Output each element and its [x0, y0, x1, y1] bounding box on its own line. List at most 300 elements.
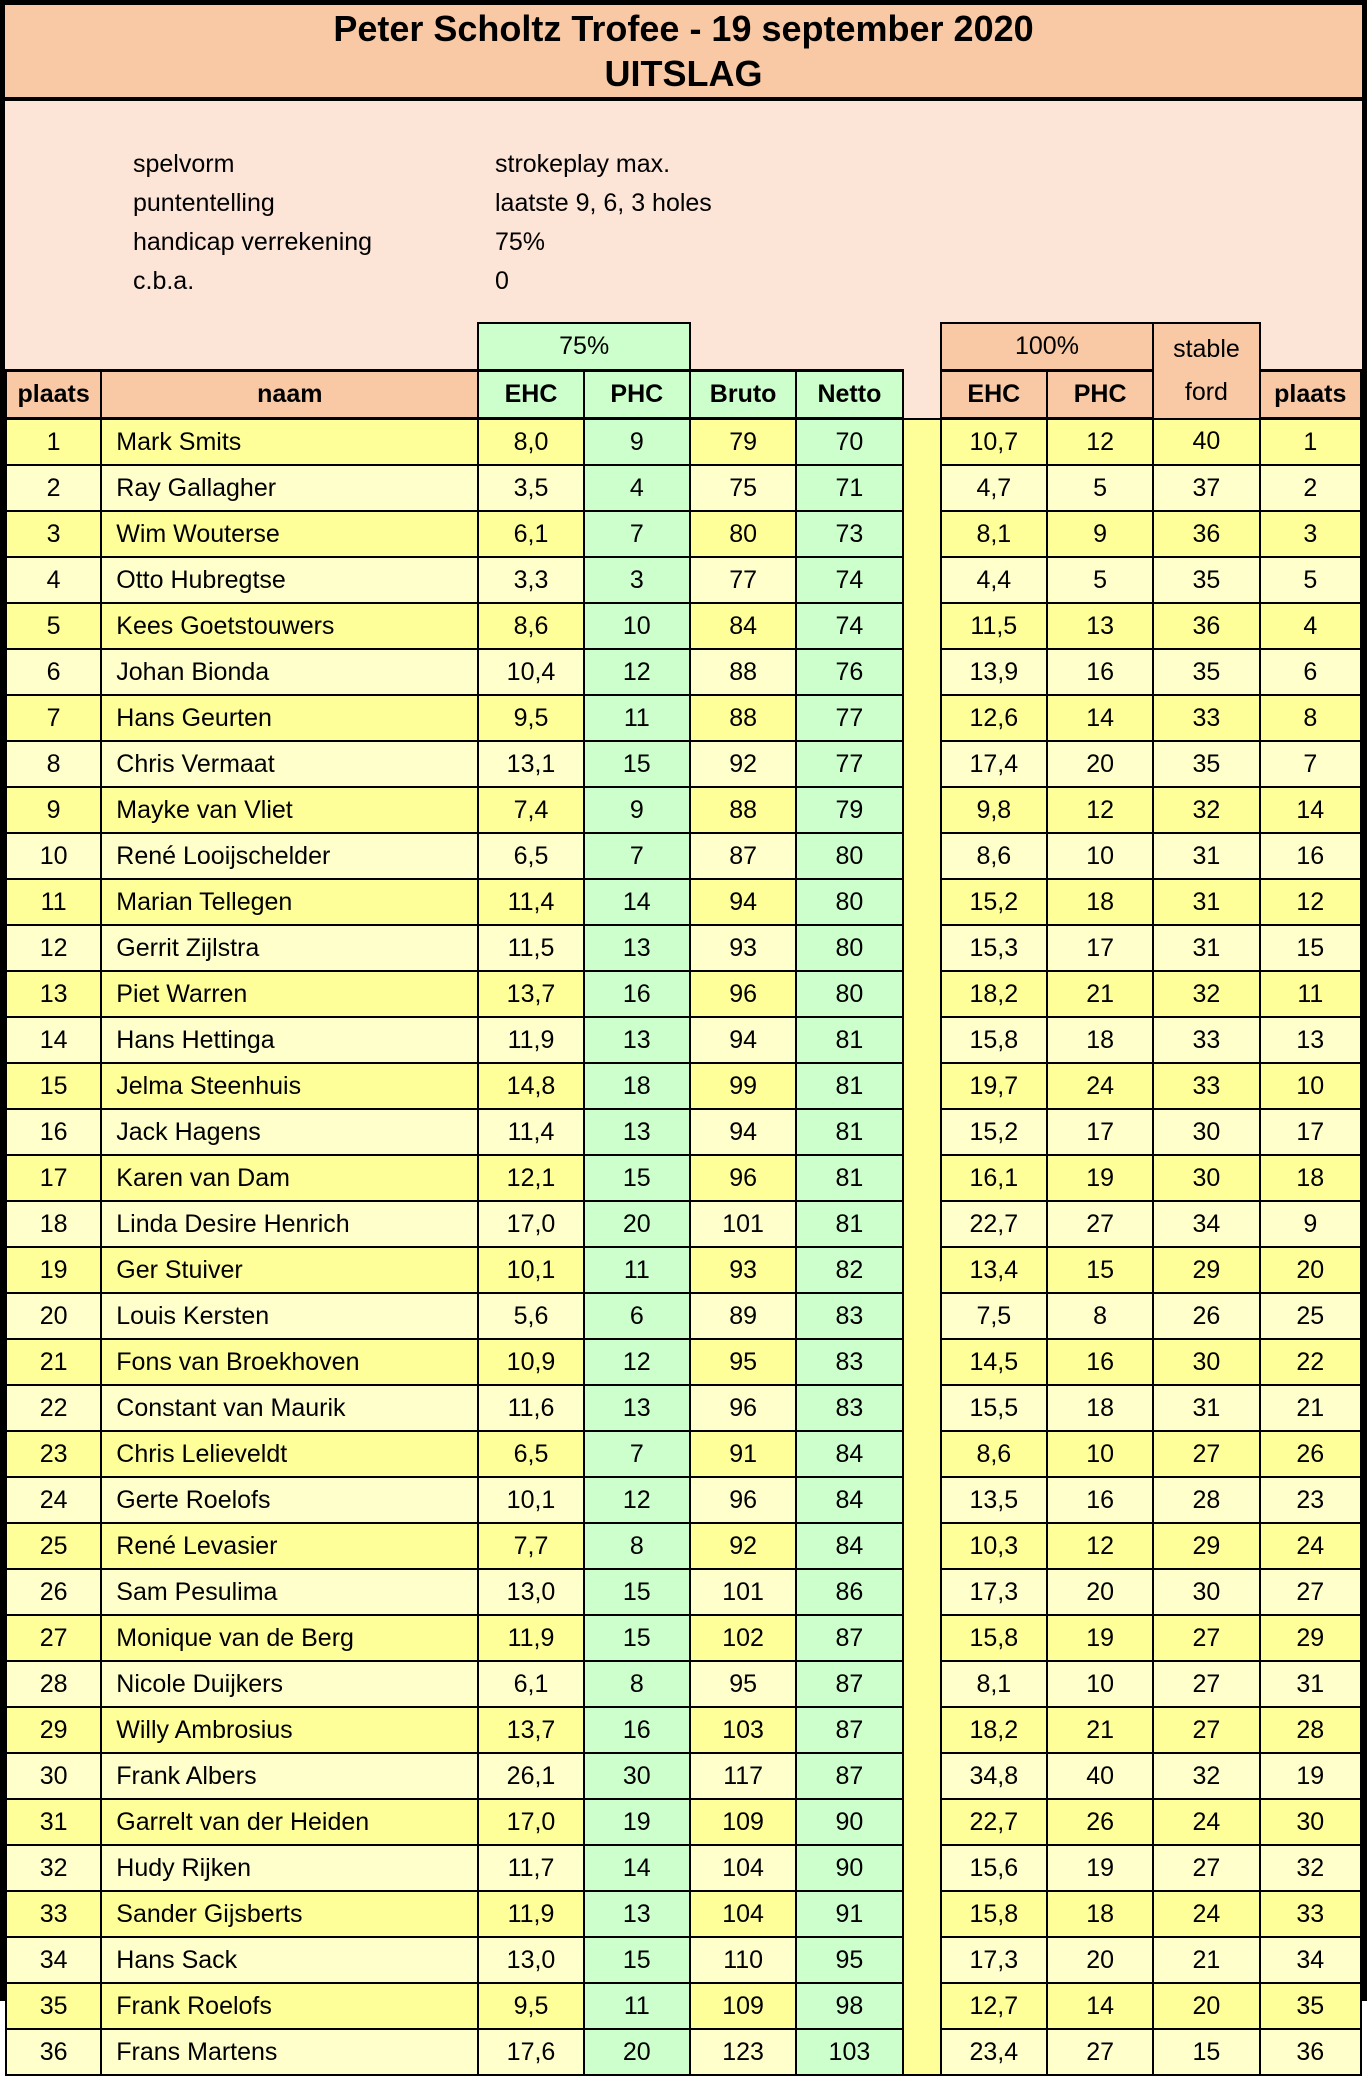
cell-bruto: 96 [690, 1385, 796, 1431]
cell-ehc-75: 9,5 [478, 1983, 583, 2029]
cell-stableford: 36 [1153, 511, 1259, 557]
cell-naam: Sander Gijsberts [101, 1891, 478, 1937]
cell-plaats-left: 23 [6, 1431, 101, 1477]
cell-plaats-left: 7 [6, 695, 101, 741]
cell-phc-100: 9 [1047, 511, 1153, 557]
cell-stableford: 35 [1153, 557, 1259, 603]
cell-plaats-right: 11 [1260, 971, 1361, 1017]
cell-phc-100: 14 [1047, 695, 1153, 741]
cell-ehc-100: 15,2 [941, 879, 1047, 925]
cell-netto: 84 [796, 1523, 902, 1569]
table-row [6, 971, 1361, 1017]
cell-ehc-75: 13,1 [478, 741, 583, 787]
cell-bruto: 101 [690, 1569, 796, 1615]
cell-phc-75: 13 [584, 1385, 690, 1431]
cell-naam: Constant van Maurik [101, 1385, 478, 1431]
cell-ehc-75: 3,5 [478, 465, 583, 511]
cell-netto: 95 [796, 1937, 902, 1983]
cell-stableford: 33 [1153, 1017, 1259, 1063]
cell-ehc-75: 5,6 [478, 1293, 583, 1339]
cell-stableford: 27 [1153, 1615, 1259, 1661]
table-row [6, 1385, 1361, 1431]
cell-plaats-right: 13 [1260, 1017, 1361, 1063]
cell-netto: 77 [796, 695, 902, 741]
cell-ehc-100: 8,1 [941, 511, 1047, 557]
table-row [6, 787, 1361, 833]
cell-naam: Frank Roelofs [101, 1983, 478, 2029]
table-row [6, 1753, 1361, 1799]
cell-plaats-left: 27 [6, 1615, 101, 1661]
cell-phc-100: 17 [1047, 925, 1153, 971]
cell-netto: 73 [796, 511, 902, 557]
table-row [6, 603, 1361, 649]
cell-naam: Frans Martens [101, 2029, 478, 2075]
cell-plaats-left: 6 [6, 649, 101, 695]
cell-naam: Otto Hubregtse [101, 557, 478, 603]
cell-netto: 81 [796, 1109, 902, 1155]
spacer-column [903, 419, 941, 2076]
cell-bruto: 75 [690, 465, 796, 511]
cell-phc-100: 20 [1047, 741, 1153, 787]
cell-bruto: 102 [690, 1615, 796, 1661]
cell-naam: Hans Hettinga [101, 1017, 478, 1063]
cell-netto: 71 [796, 465, 902, 511]
cell-phc-75: 13 [584, 1017, 690, 1063]
cell-ehc-75: 11,5 [478, 925, 583, 971]
cell-plaats-left: 24 [6, 1477, 101, 1523]
cell-ehc-100: 8,6 [941, 1431, 1047, 1477]
cell-ehc-75: 12,1 [478, 1155, 583, 1201]
cell-phc-75: 20 [584, 1201, 690, 1247]
info-row-puntentelling [133, 184, 1362, 223]
cell-plaats-right: 20 [1260, 1247, 1361, 1293]
cell-phc-75: 16 [584, 1707, 690, 1753]
cell-stableford: 33 [1153, 695, 1259, 741]
cell-stableford: 24 [1153, 1799, 1259, 1845]
cell-phc-75: 15 [584, 1937, 690, 1983]
cell-phc-75: 10 [584, 603, 690, 649]
cell-naam: René Levasier [101, 1523, 478, 1569]
cell-netto: 87 [796, 1707, 902, 1753]
cell-ehc-100: 15,3 [941, 925, 1047, 971]
cell-plaats-right: 25 [1260, 1293, 1361, 1339]
info-label: puntentelling [133, 189, 275, 217]
cell-plaats-left: 17 [6, 1155, 101, 1201]
info-value: strokeplay max. [495, 150, 671, 178]
cell-naam: Garrelt van der Heiden [101, 1799, 478, 1845]
cell-ehc-75: 11,9 [478, 1017, 583, 1063]
cell-netto: 80 [796, 833, 902, 879]
cell-naam: Jelma Steenhuis [101, 1063, 478, 1109]
cell-naam: Wim Wouterse [101, 511, 478, 557]
cell-netto: 81 [796, 1201, 902, 1247]
cell-ehc-75: 7,4 [478, 787, 583, 833]
table-row [6, 833, 1361, 879]
cell-bruto: 123 [690, 2029, 796, 2075]
cell-phc-100: 20 [1047, 1569, 1153, 1615]
column-header-stableford [1153, 323, 1259, 419]
cell-plaats-right: 4 [1260, 603, 1361, 649]
cell-bruto: 94 [690, 1017, 796, 1063]
cell-netto: 103 [796, 2029, 902, 2075]
cell-plaats-right: 24 [1260, 1523, 1361, 1569]
cell-naam: René Looijschelder [101, 833, 478, 879]
info-block [5, 101, 1362, 322]
cell-stableford: 30 [1153, 1339, 1259, 1385]
cell-netto: 83 [796, 1339, 902, 1385]
cell-ehc-75: 7,7 [478, 1523, 583, 1569]
cell-ehc-100: 18,2 [941, 1707, 1047, 1753]
results-table [5, 322, 1362, 2076]
cell-plaats-right: 19 [1260, 1753, 1361, 1799]
column-header-naam: naam [101, 371, 478, 419]
column-header-phc-100: PHC [1047, 371, 1153, 419]
cell-phc-100: 5 [1047, 465, 1153, 511]
cell-ehc-100: 15,8 [941, 1017, 1047, 1063]
cell-bruto: 104 [690, 1891, 796, 1937]
cell-stableford: 36 [1153, 603, 1259, 649]
cell-ehc-100: 15,5 [941, 1385, 1047, 1431]
cell-phc-75: 15 [584, 741, 690, 787]
cell-plaats-left: 21 [6, 1339, 101, 1385]
cell-plaats-left: 20 [6, 1293, 101, 1339]
cell-phc-75: 30 [584, 1753, 690, 1799]
cell-phc-75: 13 [584, 925, 690, 971]
cell-bruto: 93 [690, 1247, 796, 1293]
cell-ehc-75: 13,0 [478, 1569, 583, 1615]
cell-plaats-left: 31 [6, 1799, 101, 1845]
cell-phc-75: 4 [584, 465, 690, 511]
column-header-bruto: Bruto [690, 371, 796, 419]
cell-phc-75: 20 [584, 2029, 690, 2075]
table-row [6, 1431, 1361, 1477]
cell-plaats-left: 8 [6, 741, 101, 787]
cell-ehc-100: 14,5 [941, 1339, 1047, 1385]
cell-plaats-left: 36 [6, 2029, 101, 2075]
cell-phc-100: 16 [1047, 1339, 1153, 1385]
cell-phc-100: 16 [1047, 649, 1153, 695]
info-label: spelvorm [133, 150, 235, 178]
cell-netto: 80 [796, 971, 902, 1017]
column-header-ehc-100: EHC [941, 371, 1047, 419]
cell-bruto: 92 [690, 1523, 796, 1569]
table-row [6, 1799, 1361, 1845]
cell-ehc-75: 8,0 [478, 419, 583, 466]
cell-plaats-left: 30 [6, 1753, 101, 1799]
cell-phc-75: 18 [584, 1063, 690, 1109]
cell-ehc-75: 6,5 [478, 1431, 583, 1477]
cell-stableford: 31 [1153, 879, 1259, 925]
cell-stableford: 37 [1153, 465, 1259, 511]
cell-plaats-left: 9 [6, 787, 101, 833]
cell-ehc-100: 23,4 [941, 2029, 1047, 2075]
cell-plaats-right: 28 [1260, 1707, 1361, 1753]
column-header-netto: Netto [796, 371, 902, 419]
cell-plaats-right: 14 [1260, 787, 1361, 833]
cell-plaats-right: 27 [1260, 1569, 1361, 1615]
cell-phc-75: 15 [584, 1615, 690, 1661]
cell-bruto: 109 [690, 1799, 796, 1845]
cell-ehc-100: 8,6 [941, 833, 1047, 879]
cell-stableford: 32 [1153, 1753, 1259, 1799]
cell-plaats-left: 16 [6, 1109, 101, 1155]
cell-stableford: 30 [1153, 1109, 1259, 1155]
cell-bruto: 87 [690, 833, 796, 879]
cell-ehc-75: 11,7 [478, 1845, 583, 1891]
table-row [6, 1201, 1361, 1247]
table-row [6, 1523, 1361, 1569]
cell-ehc-75: 11,4 [478, 1109, 583, 1155]
cell-phc-100: 19 [1047, 1155, 1153, 1201]
column-header-plaats-left: plaats [6, 371, 101, 419]
cell-naam: Nicole Duijkers [101, 1661, 478, 1707]
cell-ehc-100: 15,6 [941, 1845, 1047, 1891]
cell-bruto: 117 [690, 1753, 796, 1799]
cell-netto: 90 [796, 1845, 902, 1891]
cell-phc-75: 14 [584, 1845, 690, 1891]
cell-netto: 83 [796, 1293, 902, 1339]
cell-phc-100: 17 [1047, 1109, 1153, 1155]
cell-plaats-right: 18 [1260, 1155, 1361, 1201]
cell-ehc-100: 10,7 [941, 419, 1047, 466]
cell-ehc-75: 10,4 [478, 649, 583, 695]
cell-stableford: 20 [1153, 1983, 1259, 2029]
cell-bruto: 84 [690, 603, 796, 649]
table-row [6, 1247, 1361, 1293]
cell-phc-100: 19 [1047, 1615, 1153, 1661]
cell-stableford: 32 [1153, 787, 1259, 833]
table-row [6, 511, 1361, 557]
cell-plaats-left: 5 [6, 603, 101, 649]
cell-ehc-100: 4,7 [941, 465, 1047, 511]
cell-phc-100: 5 [1047, 557, 1153, 603]
cell-naam: Piet Warren [101, 971, 478, 1017]
table-row [6, 1477, 1361, 1523]
cell-phc-75: 8 [584, 1661, 690, 1707]
cell-phc-100: 16 [1047, 1477, 1153, 1523]
cell-plaats-left: 10 [6, 833, 101, 879]
cell-stableford: 31 [1153, 833, 1259, 879]
table-row [6, 879, 1361, 925]
cell-naam: Mark Smits [101, 419, 478, 466]
cell-phc-75: 9 [584, 419, 690, 466]
cell-netto: 91 [796, 1891, 902, 1937]
table-row [6, 1937, 1361, 1983]
cell-phc-75: 7 [584, 833, 690, 879]
cell-plaats-right: 32 [1260, 1845, 1361, 1891]
cell-bruto: 91 [690, 1431, 796, 1477]
cell-phc-75: 14 [584, 879, 690, 925]
cell-phc-75: 6 [584, 1293, 690, 1339]
cell-plaats-left: 11 [6, 879, 101, 925]
info-label: handicap verrekening [133, 228, 373, 256]
cell-plaats-right: 34 [1260, 1937, 1361, 1983]
cell-phc-100: 14 [1047, 1983, 1153, 2029]
cell-netto: 70 [796, 419, 902, 466]
cell-plaats-left: 14 [6, 1017, 101, 1063]
cell-plaats-left: 33 [6, 1891, 101, 1937]
cell-plaats-left: 25 [6, 1523, 101, 1569]
cell-plaats-right: 26 [1260, 1431, 1361, 1477]
cell-plaats-right: 23 [1260, 1477, 1361, 1523]
cell-stableford: 28 [1153, 1477, 1259, 1523]
cell-ehc-75: 6,1 [478, 511, 583, 557]
cell-stableford: 27 [1153, 1661, 1259, 1707]
cell-bruto: 110 [690, 1937, 796, 1983]
table-row [6, 1845, 1361, 1891]
cell-bruto: 95 [690, 1661, 796, 1707]
column-header-phc-75: PHC [584, 371, 690, 419]
cell-ehc-75: 13,7 [478, 971, 583, 1017]
cell-ehc-100: 17,4 [941, 741, 1047, 787]
cell-ehc-100: 18,2 [941, 971, 1047, 1017]
cell-netto: 81 [796, 1017, 902, 1063]
cell-phc-100: 27 [1047, 1201, 1153, 1247]
cell-ehc-100: 7,5 [941, 1293, 1047, 1339]
cell-plaats-right: 8 [1260, 695, 1361, 741]
cell-ehc-75: 17,0 [478, 1799, 583, 1845]
cell-ehc-100: 9,8 [941, 787, 1047, 833]
cell-naam: Ray Gallagher [101, 465, 478, 511]
cell-netto: 77 [796, 741, 902, 787]
blank-cell [1260, 323, 1361, 371]
cell-phc-100: 20 [1047, 1937, 1153, 1983]
cell-plaats-right: 30 [1260, 1799, 1361, 1845]
results-table-body [6, 419, 1361, 2076]
cell-naam: Hans Geurten [101, 695, 478, 741]
cell-netto: 87 [796, 1615, 902, 1661]
page-title: Peter Scholtz Trofee - 19 september 2020 [333, 8, 1034, 49]
cell-ehc-100: 13,5 [941, 1477, 1047, 1523]
cell-phc-100: 40 [1047, 1753, 1153, 1799]
table-row [6, 1983, 1361, 2029]
table-row [6, 1109, 1361, 1155]
blank-cell [6, 323, 478, 371]
cell-stableford: 31 [1153, 1385, 1259, 1431]
cell-ehc-75: 17,0 [478, 1201, 583, 1247]
table-row [6, 1063, 1361, 1109]
column-header-ehc-75: EHC [478, 371, 583, 419]
page-subtitle: UITSLAG [604, 53, 763, 94]
cell-stableford: 31 [1153, 925, 1259, 971]
cell-ehc-100: 4,4 [941, 557, 1047, 603]
cell-phc-100: 19 [1047, 1845, 1153, 1891]
cell-netto: 80 [796, 879, 902, 925]
cell-phc-100: 18 [1047, 879, 1153, 925]
cell-plaats-left: 34 [6, 1937, 101, 1983]
cell-netto: 87 [796, 1661, 902, 1707]
cell-bruto: 96 [690, 1155, 796, 1201]
cell-plaats-right: 9 [1260, 1201, 1361, 1247]
cell-plaats-left: 29 [6, 1707, 101, 1753]
table-row [6, 557, 1361, 603]
stableford-line1: stable [1173, 334, 1240, 363]
cell-naam: Jack Hagens [101, 1109, 478, 1155]
cell-phc-75: 11 [584, 1247, 690, 1293]
cell-naam: Karen van Dam [101, 1155, 478, 1201]
cell-ehc-75: 6,1 [478, 1661, 583, 1707]
cell-naam: Frank Albers [101, 1753, 478, 1799]
cell-phc-75: 11 [584, 1983, 690, 2029]
cell-plaats-right: 31 [1260, 1661, 1361, 1707]
table-row [6, 649, 1361, 695]
cell-phc-75: 15 [584, 1569, 690, 1615]
cell-naam: Hans Sack [101, 1937, 478, 1983]
cell-plaats-left: 35 [6, 1983, 101, 2029]
cell-plaats-left: 19 [6, 1247, 101, 1293]
cell-netto: 81 [796, 1063, 902, 1109]
cell-plaats-left: 3 [6, 511, 101, 557]
cell-stableford: 32 [1153, 971, 1259, 1017]
info-label: c.b.a. [133, 267, 195, 295]
cell-plaats-right: 16 [1260, 833, 1361, 879]
blank-cell [690, 323, 903, 371]
cell-ehc-100: 22,7 [941, 1201, 1047, 1247]
blank-cell [903, 323, 941, 371]
cell-ehc-75: 8,6 [478, 603, 583, 649]
cell-plaats-right: 6 [1260, 649, 1361, 695]
cell-ehc-100: 11,5 [941, 603, 1047, 649]
table-row [6, 1661, 1361, 1707]
cell-netto: 80 [796, 925, 902, 971]
cell-ehc-75: 6,5 [478, 833, 583, 879]
cell-netto: 84 [796, 1431, 902, 1477]
cell-phc-100: 13 [1047, 603, 1153, 649]
cell-plaats-left: 13 [6, 971, 101, 1017]
cell-stableford: 33 [1153, 1063, 1259, 1109]
cell-plaats-left: 4 [6, 557, 101, 603]
cell-phc-100: 18 [1047, 1891, 1153, 1937]
cell-bruto: 88 [690, 649, 796, 695]
cell-plaats-right: 1 [1260, 419, 1361, 466]
cell-plaats-right: 2 [1260, 465, 1361, 511]
group-header-75: 75% [478, 323, 690, 371]
cell-phc-75: 8 [584, 1523, 690, 1569]
cell-phc-75: 12 [584, 1477, 690, 1523]
table-row [6, 1615, 1361, 1661]
cell-bruto: 109 [690, 1983, 796, 2029]
cell-stableford: 35 [1153, 649, 1259, 695]
cell-naam: Louis Kersten [101, 1293, 478, 1339]
cell-stableford: 34 [1153, 1201, 1259, 1247]
table-row [6, 465, 1361, 511]
cell-ehc-75: 11,6 [478, 1385, 583, 1431]
table-row [6, 1339, 1361, 1385]
cell-netto: 76 [796, 649, 902, 695]
cell-ehc-75: 3,3 [478, 557, 583, 603]
cell-stableford: 35 [1153, 741, 1259, 787]
cell-bruto: 77 [690, 557, 796, 603]
table-row [6, 741, 1361, 787]
cell-ehc-100: 15,8 [941, 1615, 1047, 1661]
cell-bruto: 93 [690, 925, 796, 971]
cell-stableford: 27 [1153, 1845, 1259, 1891]
cell-bruto: 101 [690, 1201, 796, 1247]
cell-naam: Kees Goetstouwers [101, 603, 478, 649]
cell-plaats-left: 32 [6, 1845, 101, 1891]
cell-naam: Hudy Rijken [101, 1845, 478, 1891]
group-header-row [6, 323, 1361, 371]
cell-stableford: 26 [1153, 1293, 1259, 1339]
cell-phc-100: 15 [1047, 1247, 1153, 1293]
cell-stableford: 30 [1153, 1155, 1259, 1201]
cell-plaats-left: 12 [6, 925, 101, 971]
cell-plaats-right: 7 [1260, 741, 1361, 787]
cell-naam: Linda Desire Henrich [101, 1201, 478, 1247]
cell-phc-100: 27 [1047, 2029, 1153, 2075]
cell-plaats-left: 18 [6, 1201, 101, 1247]
cell-phc-100: 24 [1047, 1063, 1153, 1109]
